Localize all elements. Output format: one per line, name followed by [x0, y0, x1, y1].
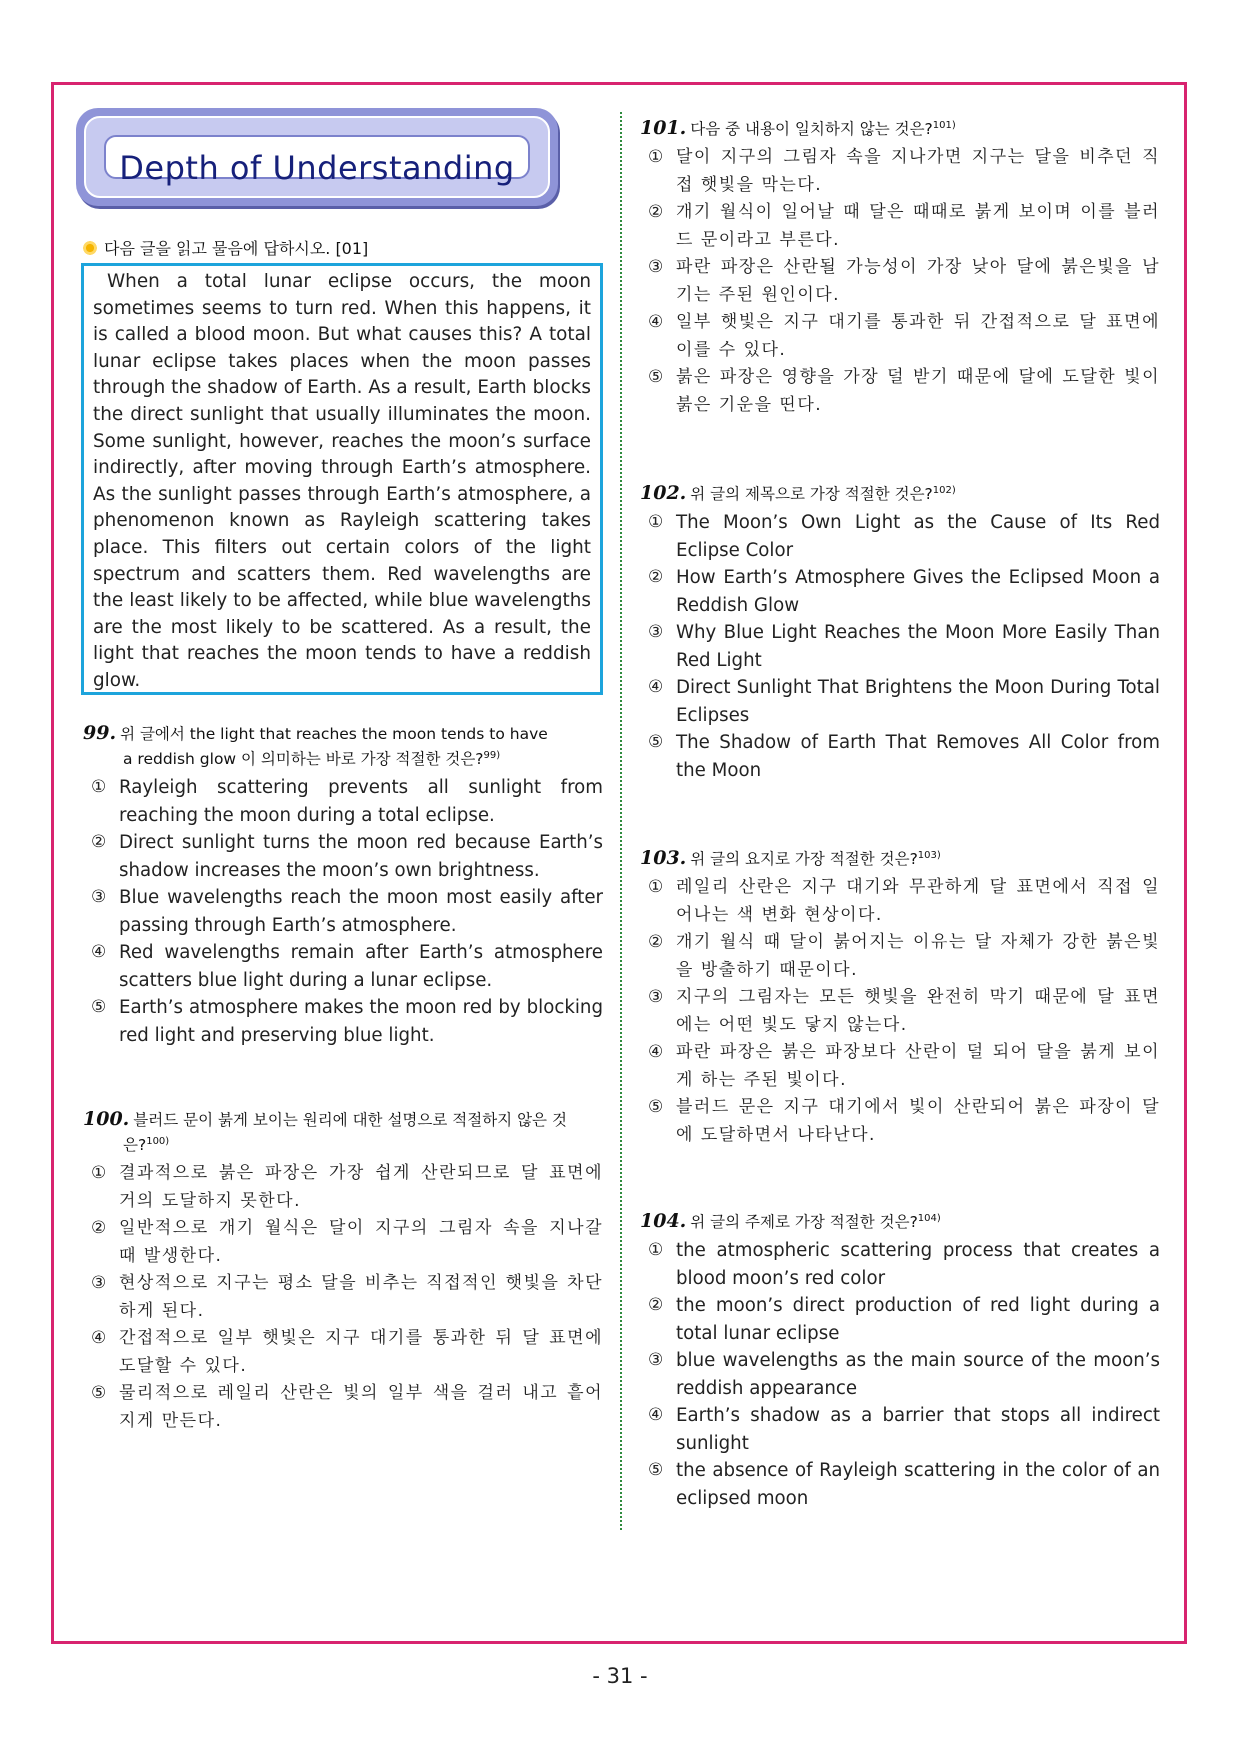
options: [83, 1160, 603, 1435]
option-5[interactable]: [640, 1457, 1160, 1512]
option-mark: ④: [648, 677, 664, 698]
option-2[interactable]: [640, 199, 1160, 254]
footnote-ref: 100): [146, 1136, 170, 1147]
options: [83, 774, 603, 1049]
option-1[interactable]: [640, 1237, 1160, 1292]
option-text: How Earth’s Atmosphere Gives the Eclipsed Moon a Reddish Glow: [676, 567, 1160, 616]
option-3[interactable]: [83, 884, 603, 939]
option-text: Earth’s atmosphere makes the moon red by blocking red light and preserving blue light.: [119, 997, 603, 1046]
banner-mid: [84, 116, 550, 198]
option-4[interactable]: [640, 309, 1160, 364]
option-mark: ①: [648, 512, 664, 533]
option-mark: ①: [91, 1163, 108, 1184]
footnote-ref: 102): [932, 485, 956, 496]
option-text: 일부 햇빛은 지구 대기를 통과한 뒤 간접적으로 달 표면에 이를 수 있다.: [676, 312, 1160, 360]
question-stem: [83, 1108, 603, 1156]
option-text: 지구의 그림자는 모든 햇빛을 완전히 막기 때문에 달 표면에는 어떤 빛도 닿지 않는다.: [676, 987, 1160, 1035]
footnote-ref: 104): [917, 1213, 941, 1224]
option-mark: ③: [91, 887, 107, 908]
option-3[interactable]: [83, 1270, 603, 1325]
option-2[interactable]: [640, 564, 1160, 619]
option-mark: ②: [648, 567, 664, 588]
option-text: Why Blue Light Reaches the Moon More Easily Than Red Light: [676, 622, 1160, 671]
option-4[interactable]: [640, 1039, 1160, 1094]
option-text: Red wavelengths remain after Earth’s atmosphere scatters blue light during a lunar eclipse.: [119, 942, 603, 991]
passage-text: When a total lunar eclipse occurs, the moon sometimes seems to turn red. When this happens, it is called a blood moon. But what causes this? A total lunar eclipse takes places when the moon passes through the shadow of Earth. As a result, Earth blocks the direct sunlight that usually illuminates the moon. Some sunlight, however, reaches the moon’s surface indirectly, after moving through Earth’s atmosphere. As the sunlight passes through Earth’s atmosphere, a phenomenon known as Rayleigh scattering takes place. This filters out certain colors of the light spectrum and scatters them. Red wavelengths are the least likely to be affected, while blue wavelengths are the most likely to be scattered. As a result, the light that reaches the moon tends to have a reddish glow.: [93, 271, 591, 691]
instruction-text: 다음 글을 읽고 물음에 답하시오. [01]: [104, 239, 369, 258]
option-mark: ②: [91, 832, 107, 853]
option-mark: ⑤: [648, 732, 664, 753]
stem-line-1: 위 글의 제목으로 가장 적절한 것은?: [690, 485, 933, 504]
option-5[interactable]: [640, 729, 1160, 784]
option-mark: ②: [648, 1295, 664, 1316]
options: [640, 144, 1160, 419]
option-mark: ④: [91, 1328, 108, 1349]
option-2[interactable]: [83, 1215, 603, 1270]
page-number: - 31 -: [592, 1664, 648, 1688]
banner-inner: [104, 135, 530, 187]
question-number: 99.: [83, 722, 117, 744]
stem-line-1: 위 글에서 the light that reaches the moon tends to have: [120, 725, 548, 743]
question-number: 102.: [640, 482, 687, 505]
option-text: 레일리 산란은 지구 대기와 무관하게 달 표면에서 직접 일어나는 색 변화 현상이다.: [676, 877, 1160, 925]
option-text: 붉은 파장은 영향을 가장 덜 받기 때문에 달에 도달한 빛이 붉은 기운을 띤다.: [676, 367, 1160, 415]
option-text: The Moon’s Own Light as the Cause of Its Red Eclipse Color: [676, 512, 1160, 561]
option-text: Direct sunlight turns the moon red because Earth’s shadow increases the moon’s own brightness.: [119, 832, 603, 881]
option-text: 물리적으로 레일리 산란은 빛의 일부 색을 걸러 내고 흩어지게 만든다.: [119, 1383, 603, 1431]
option-mark: ②: [648, 932, 665, 953]
option-mark: ②: [648, 202, 665, 223]
option-text: Rayleigh scattering prevents all sunlight from reaching the moon during a total eclipse.: [119, 777, 603, 826]
option-text: the moon’s direct production of red light during a total lunar eclipse: [676, 1295, 1160, 1344]
option-text: 블러드 문은 지구 대기에서 빛이 산란되어 붉은 파장이 달에 도달하면서 나타난다.: [676, 1097, 1160, 1145]
options: [640, 1237, 1160, 1512]
instruction: [82, 236, 368, 259]
option-mark: ⑤: [91, 997, 107, 1018]
option-5[interactable]: [640, 1094, 1160, 1149]
option-text: The Shadow of Earth That Removes All Color from the Moon: [676, 732, 1160, 781]
question-101: [640, 115, 1160, 419]
option-3[interactable]: [640, 1347, 1160, 1402]
option-mark: ③: [648, 987, 665, 1008]
option-mark: ⑤: [648, 1097, 665, 1118]
question-stem: [640, 480, 1160, 505]
option-text: 파란 파장은 붉은 파장보다 산란이 덜 되어 달을 붉게 보이게 하는 주된 빛이다.: [676, 1042, 1160, 1090]
option-mark: ④: [648, 1405, 664, 1426]
option-mark: ①: [648, 147, 665, 168]
option-2[interactable]: [640, 1292, 1160, 1347]
footnote-ref: 101): [932, 120, 956, 131]
option-mark: ⑤: [648, 367, 665, 388]
option-text: the atmospheric scattering process that creates a blood moon’s red color: [676, 1240, 1160, 1289]
option-mark: ①: [91, 777, 107, 798]
question-number: 101.: [640, 117, 687, 140]
option-text: 일반적으로 개기 월식은 달이 지구의 그림자 속을 지나갈 때 발생한다.: [119, 1218, 603, 1266]
option-1[interactable]: [640, 144, 1160, 199]
stem-line-1: 위 글의 주제로 가장 적절한 것은?: [690, 1213, 918, 1232]
stem-line-1: 다음 중 내용이 일치하지 않는 것은?: [690, 120, 933, 139]
question-99: [83, 722, 603, 1049]
question-stem: [83, 722, 603, 770]
option-text: blue wavelengths as the main source of the moon’s reddish appearance: [676, 1350, 1160, 1399]
question-102: [640, 480, 1160, 784]
question-number: 100.: [83, 1108, 130, 1130]
option-4[interactable]: [83, 1325, 603, 1380]
question-100: [83, 1108, 603, 1435]
option-3[interactable]: [640, 254, 1160, 309]
option-text: 개기 월식이 일어날 때 달은 때때로 붉게 보이며 이를 블러드 문이라고 부른다.: [676, 202, 1160, 250]
question-104: [640, 1208, 1160, 1512]
option-2[interactable]: [83, 829, 603, 884]
option-mark: ④: [648, 1042, 665, 1063]
option-4[interactable]: [640, 674, 1160, 729]
option-mark: ①: [648, 1240, 664, 1261]
option-5[interactable]: [640, 364, 1160, 419]
option-mark: ③: [648, 257, 665, 278]
question-stem: [640, 115, 1160, 140]
section-title-banner: [76, 108, 558, 206]
option-5[interactable]: [83, 994, 603, 1049]
option-1[interactable]: [640, 874, 1160, 929]
option-text: 현상적으로 지구는 평소 달을 비추는 직접적인 햇빛을 차단하게 된다.: [119, 1273, 603, 1321]
footnote-ref: 99): [483, 750, 501, 761]
option-5[interactable]: [83, 1380, 603, 1435]
column-divider: [620, 112, 622, 1530]
stem-line-1: 블러드 문이 붉게 보이는 원리에 대한 설명으로 적절하지 않은 것: [133, 1111, 567, 1129]
option-mark: ②: [91, 1218, 108, 1239]
option-text: Earth’s shadow as a barrier that stops all indirect sunlight: [676, 1405, 1160, 1454]
question-number: 104.: [640, 1210, 687, 1233]
option-mark: ③: [648, 1350, 664, 1371]
option-4[interactable]: [83, 939, 603, 994]
option-text: 개기 월식 때 달이 붉어지는 이유는 달 자체가 강한 붉은빛을 방출하기 때문이다.: [676, 932, 1160, 980]
option-text: 파란 파장은 산란될 가능성이 가장 낮아 달에 붉은빛을 남기는 주된 원인이다.: [676, 257, 1160, 305]
flower-icon: [82, 240, 98, 256]
options: [640, 874, 1160, 1149]
option-text: the absence of Rayleigh scattering in the color of an eclipsed moon: [676, 1460, 1160, 1509]
option-text: 달이 지구의 그림자 속을 지나가면 지구는 달을 비추던 직접 햇빛을 막는다.: [676, 147, 1160, 195]
footnote-ref: 103): [917, 850, 941, 861]
option-mark: ③: [648, 622, 664, 643]
stem-line-2: 은?: [123, 1136, 147, 1155]
option-3[interactable]: [640, 619, 1160, 674]
option-2[interactable]: [640, 929, 1160, 984]
option-1[interactable]: [83, 1160, 603, 1215]
option-mark: ④: [648, 312, 665, 333]
option-text: Direct Sunlight That Brightens the Moon During Total Eclipses: [676, 677, 1160, 726]
stem-line-2: a reddish glow 이 의미하는 바로 가장 적절한 것은?: [123, 750, 484, 769]
question-number: 103.: [640, 847, 687, 870]
option-mark: ⑤: [91, 1383, 108, 1404]
option-text: 결과적으로 붉은 파장은 가장 쉽게 산란되므로 달 표면에 거의 도달하지 못한다.: [119, 1163, 603, 1211]
question-stem: [640, 845, 1160, 870]
option-4[interactable]: [640, 1402, 1160, 1457]
section-title: Depth of Understanding: [119, 149, 515, 187]
option-mark: ③: [91, 1273, 108, 1294]
option-1[interactable]: [640, 509, 1160, 564]
option-text: 간접적으로 일부 햇빛은 지구 대기를 통과한 뒤 달 표면에 도달할 수 있다.: [119, 1328, 603, 1376]
option-3[interactable]: [640, 984, 1160, 1039]
reading-passage: [81, 263, 603, 695]
stem-line-1: 위 글의 요지로 가장 적절한 것은?: [690, 850, 918, 869]
option-mark: ④: [91, 942, 107, 963]
question-stem: [640, 1208, 1160, 1233]
option-text: Blue wavelengths reach the moon most easily after passing through Earth’s atmosphere.: [119, 887, 603, 936]
option-mark: ①: [648, 877, 665, 898]
question-103: [640, 845, 1160, 1149]
option-1[interactable]: [83, 774, 603, 829]
options: [640, 509, 1160, 784]
option-mark: ⑤: [648, 1460, 664, 1481]
